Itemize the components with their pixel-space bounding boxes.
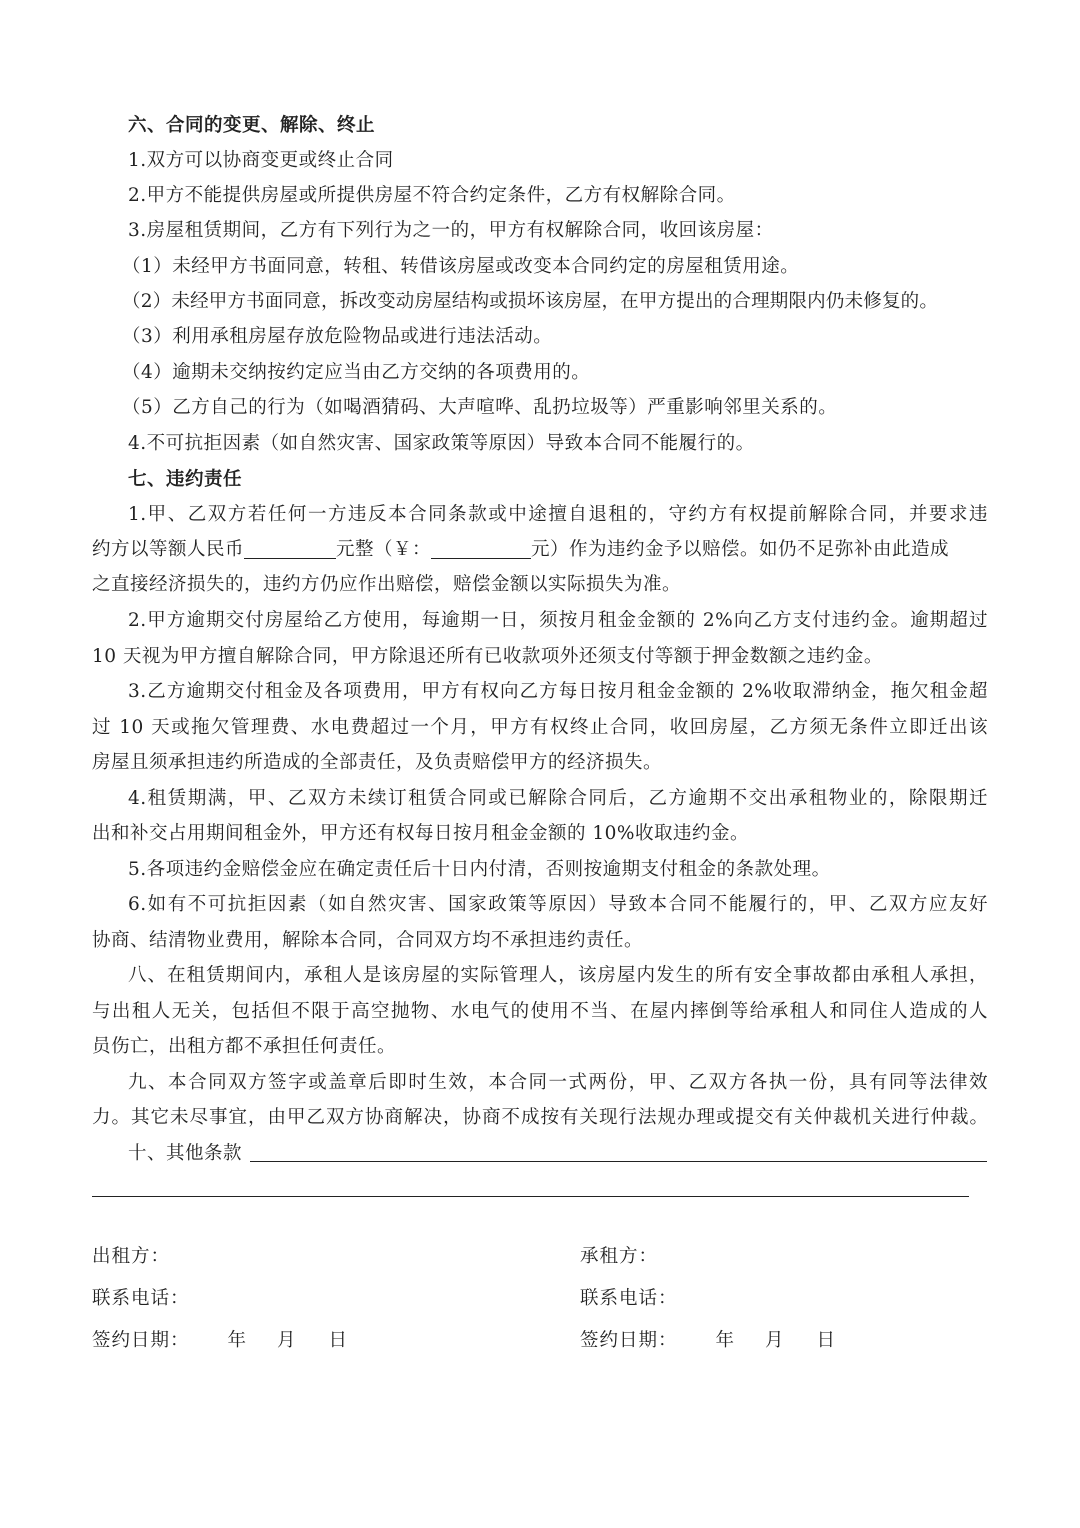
penalty-amount-number-blank[interactable]: [431, 536, 531, 559]
section10-label: 十、其他条款: [128, 1143, 243, 1164]
other-terms-line-1[interactable]: [250, 1161, 987, 1162]
lessor-date-label: 签约日期：: [92, 1330, 190, 1351]
section7-p3-line2: 过 10 天或拖欠管理费、水电费超过一个月，甲方有权终止合同，收回房屋，乙方须无条件立即迁出该: [92, 717, 988, 738]
section7-p6-line2: 协商、结清物业费用，解除本合同，合同双方均不承担违约责任。: [92, 930, 644, 951]
other-terms-line-2[interactable]: [92, 1196, 969, 1197]
lessee-date-label: 签约日期：: [580, 1330, 678, 1351]
lessee-year-label: 年: [715, 1330, 736, 1351]
section6-subitem-4: （4）逾期未交纳按约定应当由乙方交纳的各项费用的。: [122, 362, 591, 383]
section6-subitem-2: （2）未经甲方书面同意，拆改变动房屋结构或损坏该房屋，在甲方提出的合理期限内仍未修复的。: [122, 291, 939, 312]
lessor-year-label: 年: [227, 1330, 248, 1351]
section6-subitem-3: （3）利用承租房屋存放危险物品或进行违法活动。: [122, 326, 553, 347]
section9-line1: 九、本合同双方签字或盖章后即时生效，本合同一式两份，甲、乙双方各执一份，具有同等法律效: [128, 1072, 988, 1093]
section6-subitem-5: （5）乙方自己的行为（如喝酒猜码、大声喧哗、乱扔垃圾等）严重影响邻里关系的。: [122, 397, 838, 418]
lessor-date-row: [92, 1323, 348, 1359]
section6-item-1: 1.双方可以协商变更或终止合同: [128, 150, 394, 171]
section7-p5: 5.各项违约金赔偿金应在确定责任后十日内付清，否则按逾期支付租金的条款处理。: [128, 859, 831, 880]
lessee-month-label: 月: [765, 1330, 785, 1351]
section7-p3-line1: 3.乙方逾期交付租金及各项费用，甲方有权向乙方每日按月租金金额的 2%收取滞纳金，拖欠租金超: [128, 681, 988, 702]
section7-p1-line3: 之直接经济损失的，违约方仍应作出赔偿，赔偿金额以实际损失为准。: [92, 574, 682, 595]
section8-line1: 八、在租赁期间内，承租人是该房屋的实际管理人，该房屋内发生的所有安全事故都由承租人承担，: [128, 965, 988, 986]
section7-p1-text-b: 元整（￥：: [336, 539, 432, 560]
section7-p1-line2: [92, 532, 988, 568]
lessor-phone-label: 联系电话：: [92, 1288, 190, 1309]
section7-p1-text-a: 约方以等额人民币: [92, 539, 245, 560]
section7-p1-line1: 1.甲、乙双方若任何一方违反本合同条款或中途擅自退租的，守约方有权提前解除合同，并要求违: [128, 504, 988, 525]
lessee-day-label: 日: [816, 1330, 837, 1351]
section6-item-2: 2.甲方不能提供房屋或所提供房屋不符合约定条件，乙方有权解除合同。: [128, 185, 736, 206]
lessee-phone-label: 联系电话：: [580, 1288, 678, 1309]
section7-p3-line3: 房屋且须承担违约所造成的全部责任，及负责赔偿甲方的经济损失。: [92, 752, 663, 773]
section7-title: 七、违约责任: [128, 469, 243, 490]
lessor-month-label: 月: [277, 1330, 297, 1351]
section7-p2-line1: 2.甲方逾期交付房屋给乙方使用，每逾期一日，须按月租金金额的 2%向乙方支付违约金。逾期超过: [128, 610, 988, 631]
section6-subitem-1: （1）未经甲方书面同意，转租、转借该房屋或改变本合同约定的房屋租赁用途。: [122, 256, 800, 277]
section6-item-3: 3.房屋租赁期间，乙方有下列行为之一的，甲方有权解除合同，收回该房屋：: [128, 220, 774, 241]
section6-title: 六、合同的变更、解除、终止: [128, 115, 376, 136]
penalty-amount-blank[interactable]: [244, 536, 336, 559]
section7-p6-line1: 6.如有不可抗拒因素（如自然灾害、国家政策等原因）导致本合同不能履行的，甲、乙双方应友好: [128, 894, 988, 915]
section8-line3: 员伤亡，出租方都不承担任何责任。: [92, 1036, 397, 1057]
lessor-party-label: 出租方：: [92, 1246, 171, 1267]
section7-p4-line1: 4.租赁期满，甲、乙双方未续订租赁合同或已解除合同后，乙方逾期不交出承租物业的，除限期迁: [128, 788, 988, 809]
section7-p1-text-c: 元）作为违约金予以赔偿。如仍不足弥补由此造成: [531, 539, 950, 560]
lessor-day-label: 日: [328, 1330, 349, 1351]
section7-p2-line2: 10 天视为甲方擅自解除合同，甲方除退还所有已收款项外还须支付等额于押金数额之违约金。: [92, 646, 883, 667]
section8-line2: 与出租人无关，包括但不限于高空抛物、水电气的使用不当、在屋内摔倒等给承租人和同住人造成的人: [92, 1001, 988, 1022]
section6-item-4: 4.不可抗拒因素（如自然灾害、国家政策等原因）导致本合同不能履行的。: [128, 433, 755, 454]
section7-p4-line2: 出和补交占用期间租金外，甲方还有权每日按月租金金额的 10%收取违约金。: [92, 823, 750, 844]
lessee-party-label: 承租方：: [580, 1246, 659, 1267]
section9-line2: 力。其它未尽事宜，由甲乙双方协商解决，协商不成按有关现行法规办理或提交有关仲裁机关进行仲裁。: [92, 1107, 988, 1128]
lessee-date-row: [580, 1323, 836, 1359]
